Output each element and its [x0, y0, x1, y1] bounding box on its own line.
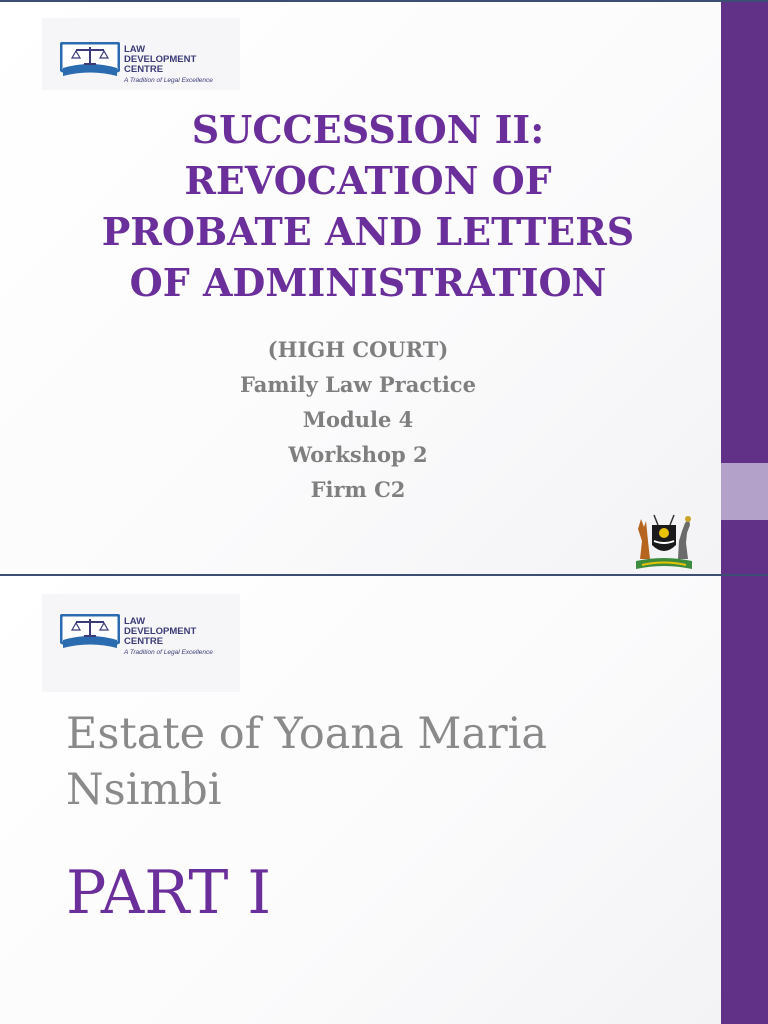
- sidebar-accent: [721, 463, 768, 520]
- content-slide: [0, 576, 768, 1024]
- logo-line-1: LAW: [124, 616, 146, 627]
- title-line: OF ADMINISTRATION: [129, 260, 607, 305]
- logo-wordmark: [124, 617, 196, 647]
- scales-of-justice-icon: [60, 42, 120, 78]
- subtitle-line: Workshop 2: [288, 442, 428, 467]
- logo-line-3: CENTRE: [124, 636, 164, 647]
- title-line: SUCCESSION II:: [191, 107, 545, 152]
- subtitle-line: Module 4: [302, 407, 414, 432]
- purple-sidebar: [721, 576, 768, 1024]
- logo-tagline: A Tradition of Legal Excellence: [124, 649, 213, 656]
- title-line: PROBATE AND LETTERS: [101, 209, 635, 254]
- logo-line-2: DEVELOPMENT: [124, 626, 197, 637]
- logo-line-3: CENTRE: [124, 64, 164, 75]
- ldc-logo: [42, 594, 240, 692]
- estate-heading: [66, 706, 666, 818]
- title-line: REVOCATION OF: [184, 158, 552, 203]
- part-heading: PART I: [66, 858, 272, 928]
- logo-line-2: DEVELOPMENT: [124, 54, 197, 65]
- subtitle-line: Family Law Practice: [240, 372, 476, 397]
- ldc-logo: [42, 18, 240, 90]
- logo-line-1: LAW: [124, 44, 146, 55]
- estate-line: Estate of Yoana Maria: [66, 709, 548, 759]
- logo-wordmark: [124, 45, 196, 75]
- slide-title: [58, 104, 678, 308]
- slide-subtitle: [58, 332, 658, 507]
- subtitle-line: (HIGH COURT): [267, 337, 449, 362]
- uganda-coat-of-arms-icon: [632, 511, 696, 571]
- scales-of-justice-icon: [60, 614, 120, 650]
- estate-line: Nsimbi: [66, 765, 222, 815]
- subtitle-line: Firm C2: [310, 477, 406, 502]
- logo-tagline: A Tradition of Legal Excellence: [124, 77, 213, 84]
